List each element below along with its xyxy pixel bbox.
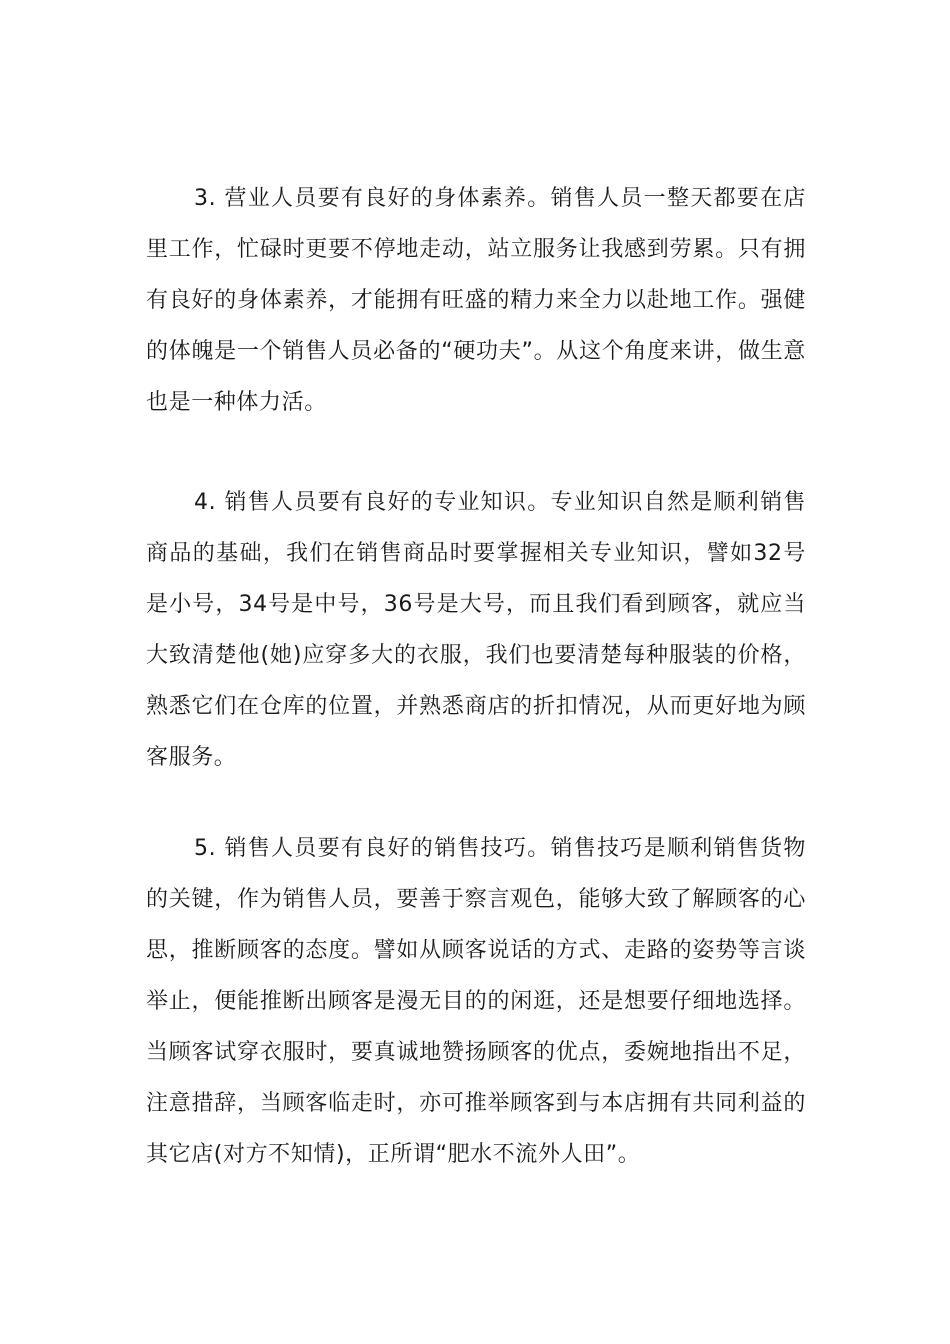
paragraph-3: 3. 营业人员要有良好的身体素养。销售人员一整天都要在店里工作，忙碌时更要不停地走动，站立服务让我感到劳累。只有拥有良好的身体素养，才能拥有旺盛的精力来全力以赴地工作。强健的体魄是一个销售人员必备的“硬功夫”。从这个角度来讲，做生意也是一种体力活。 xyxy=(146,186,806,415)
paragraph-5: 5. 销售人员要有良好的销售技巧。销售技巧是顺利销售货物的关键，作为销售人员，要善于察言观色，能够大致了解顾客的心思，推断顾客的态度。譬如从顾客说话的方式、走路的姿势等言谈举止，便能推断出顾客是漫无目的的闲逛，还是想要仔细地选择。当顾客试穿衣服时，要真诚地赞扬顾客的优点，委婉地指出不足，注意措辞，当顾客临走时，亦可推举顾客到与本店拥有共同利益的其它店(对方不知情)，正所谓“肥水不流外人田”。 xyxy=(146,836,806,1167)
paragraph-4: 4. 销售人员要有良好的专业知识。专业知识自然是顺利销售商品的基础，我们在销售商品时要掌握相关专业知识，譬如32号是小号，34号是中号，36号是大号，而且我们看到顾客，就应当大致清楚他(她)应穿多大的衣服，我们也要清楚每种服装的价格，熟悉它们在仓库的位置，并熟悉商店的折扣情况，从而更好地为顾客服务。 xyxy=(146,490,806,770)
